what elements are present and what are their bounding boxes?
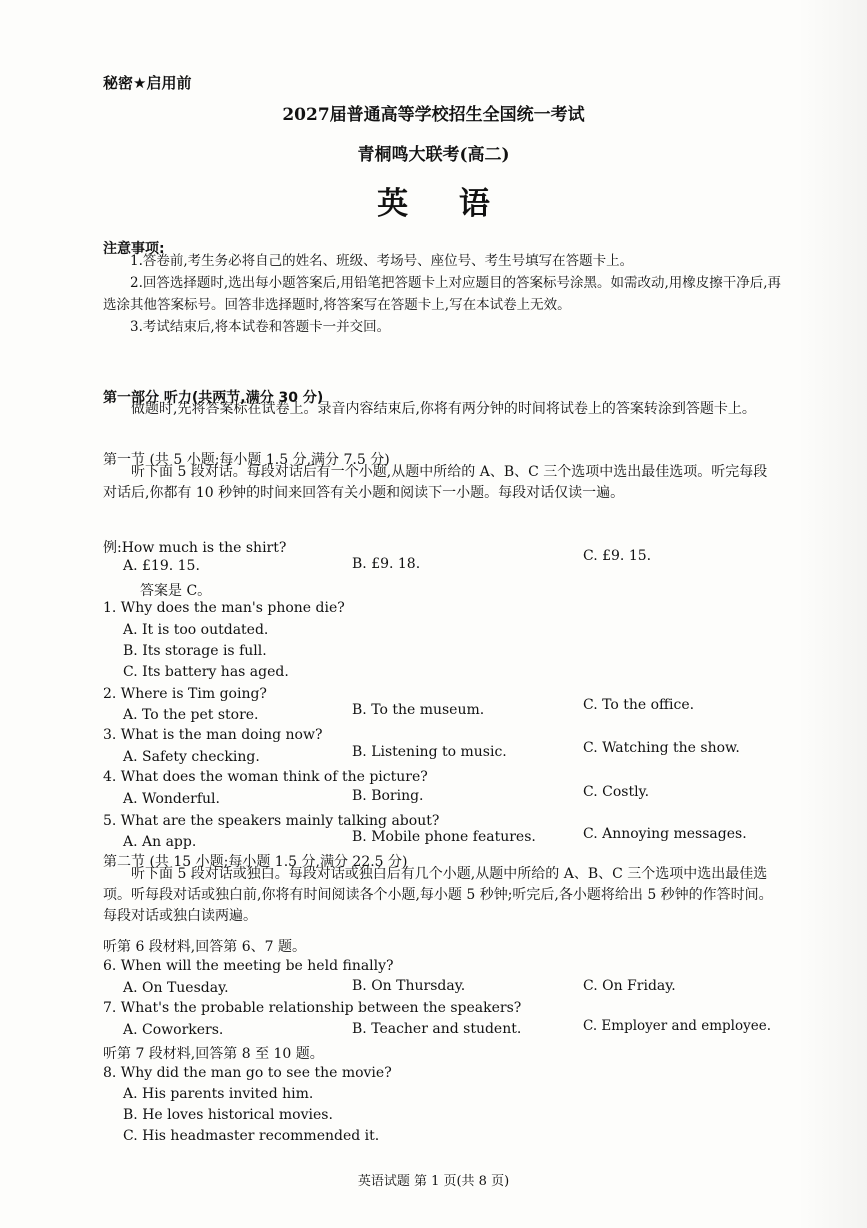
example-option-a: A. £19. 15. — [123, 558, 200, 574]
q7-option-c: C. Employer and employee. — [583, 1018, 771, 1034]
q3-option-a: A. Safety checking. — [123, 749, 260, 765]
exam-title: 2027届普通高等学校招生全国统一考试 — [282, 105, 585, 125]
question-5: 5. What are the speakers mainly talking about? — [103, 813, 440, 829]
section2-intro: 听下面 5 段对话或独白。每段对话或独白后有几个小题,从题中所给的 A、B、C 三个选项中选出最佳选项。听每段对话或独白前,你将有时间阅读各个小题,每小题 5 秒钟;听完后,各小题将给出 5 秒钟的作答时间。每段对话或独白读两遍。 — [103, 866, 773, 924]
question-2: 2. Where is Tim going? — [103, 686, 267, 702]
q8-option-c: C. His headmaster recommended it. — [123, 1128, 380, 1144]
section2-heading: 第二节 (共 15 小题;每小题 1.5 分,满分 22.5 分) — [103, 854, 408, 870]
example-option-c: C. £9. 15. — [583, 548, 652, 564]
example-question: 例:How much is the shirt? — [103, 540, 287, 556]
notice-item-3: 3.考试结束后,将本试卷和答题卡一并交回。 — [130, 319, 391, 335]
q4-option-a: A. Wonderful. — [123, 791, 220, 807]
q6-option-b: B. On Thursday. — [352, 978, 466, 994]
question-7: 7. What's the probable relationship between the speakers? — [103, 1000, 522, 1016]
notice-heading: 注意事项: — [103, 241, 165, 257]
q3-option-b: B. Listening to music. — [352, 744, 507, 760]
q8-option-b: B. He loves historical movies. — [123, 1107, 333, 1123]
q2-option-c: C. To the office. — [583, 697, 695, 713]
q3-option-c: C. Watching the show. — [583, 740, 740, 756]
example-option-b: B. £9. 18. — [352, 556, 421, 572]
material-6-instruction: 听第 6 段材料,回答第 6、7 题。 — [103, 939, 306, 955]
q5-option-a: A. An app. — [123, 834, 197, 850]
q5-option-c: C. Annoying messages. — [583, 826, 747, 842]
question-1: 1. Why does the man's phone die? — [103, 600, 345, 616]
subject-title: 英 语 — [377, 186, 510, 222]
part1-intro: 做题时,先将答案标在试卷上。录音内容结束后,你将有两分钟的时间将试卷上的答案转涂到答题卡上。 — [131, 401, 756, 417]
q8-option-a: A. His parents invited him. — [123, 1086, 314, 1102]
question-4: 4. What does the woman think of the picture? — [103, 769, 428, 785]
q1-option-a: A. It is too outdated. — [123, 622, 269, 638]
page-footer: 英语试题 第 1 页(共 8 页) — [357, 1174, 510, 1189]
q2-option-a: A. To the pet store. — [123, 707, 259, 723]
part1-heading: 第一部分 听力(共两节,满分 30 分) — [103, 390, 324, 406]
q6-option-a: A. On Tuesday. — [123, 980, 229, 996]
q4-option-b: B. Boring. — [352, 788, 424, 804]
notice-item-1: 1.答卷前,考生务必将自己的姓名、班级、考场号、座位号、考生号填写在答题卡上。 — [130, 253, 634, 269]
exam-subtitle: 青桐鸣大联考(高二) — [357, 145, 510, 165]
confidential-mark: 秘密★启用前 — [103, 74, 192, 92]
q2-option-b: B. To the museum. — [352, 702, 485, 718]
notice-list — [103, 250, 783, 338]
section1-intro: 听下面 5 段对话。每段对话后有一个小题,从题中所给的 A、B、C 三个选项中选出最佳选项。听完每段对话后,你都有 10 秒钟的时间来回答有关小题和阅读下一小题。每段对话仅读一遍。 — [103, 464, 768, 501]
example-answer: 答案是 C。 — [140, 583, 212, 599]
question-8: 8. Why did the man go to see the movie? — [103, 1065, 392, 1081]
q1-option-c: C. Its battery has aged. — [123, 664, 289, 680]
q6-option-c: C. On Friday. — [583, 978, 676, 994]
question-3: 3. What is the man doing now? — [103, 727, 323, 743]
q7-option-a: A. Coworkers. — [123, 1022, 224, 1038]
notice-item-2: 2.回答选择题时,选出每小题答案后,用铅笔把答题卡上对应题目的答案标号涂黑。如需改动,用橡皮擦干净后,再选涂其他答案标号。回答非选择题时,将答案写在答题卡上,写在本试卷上无效。 — [103, 275, 782, 313]
q4-option-c: C. Costly. — [583, 784, 650, 800]
q7-option-b: B. Teacher and student. — [352, 1021, 522, 1037]
question-6: 6. When will the meeting be held finally? — [103, 958, 394, 974]
section1-heading: 第一节 (共 5 小题;每小题 1.5 分,满分 7.5 分) — [103, 452, 390, 468]
material-7-instruction: 听第 7 段材料,回答第 8 至 10 题。 — [103, 1046, 324, 1062]
q5-option-b: B. Mobile phone features. — [352, 829, 536, 845]
q1-option-b: B. Its storage is full. — [123, 643, 267, 659]
